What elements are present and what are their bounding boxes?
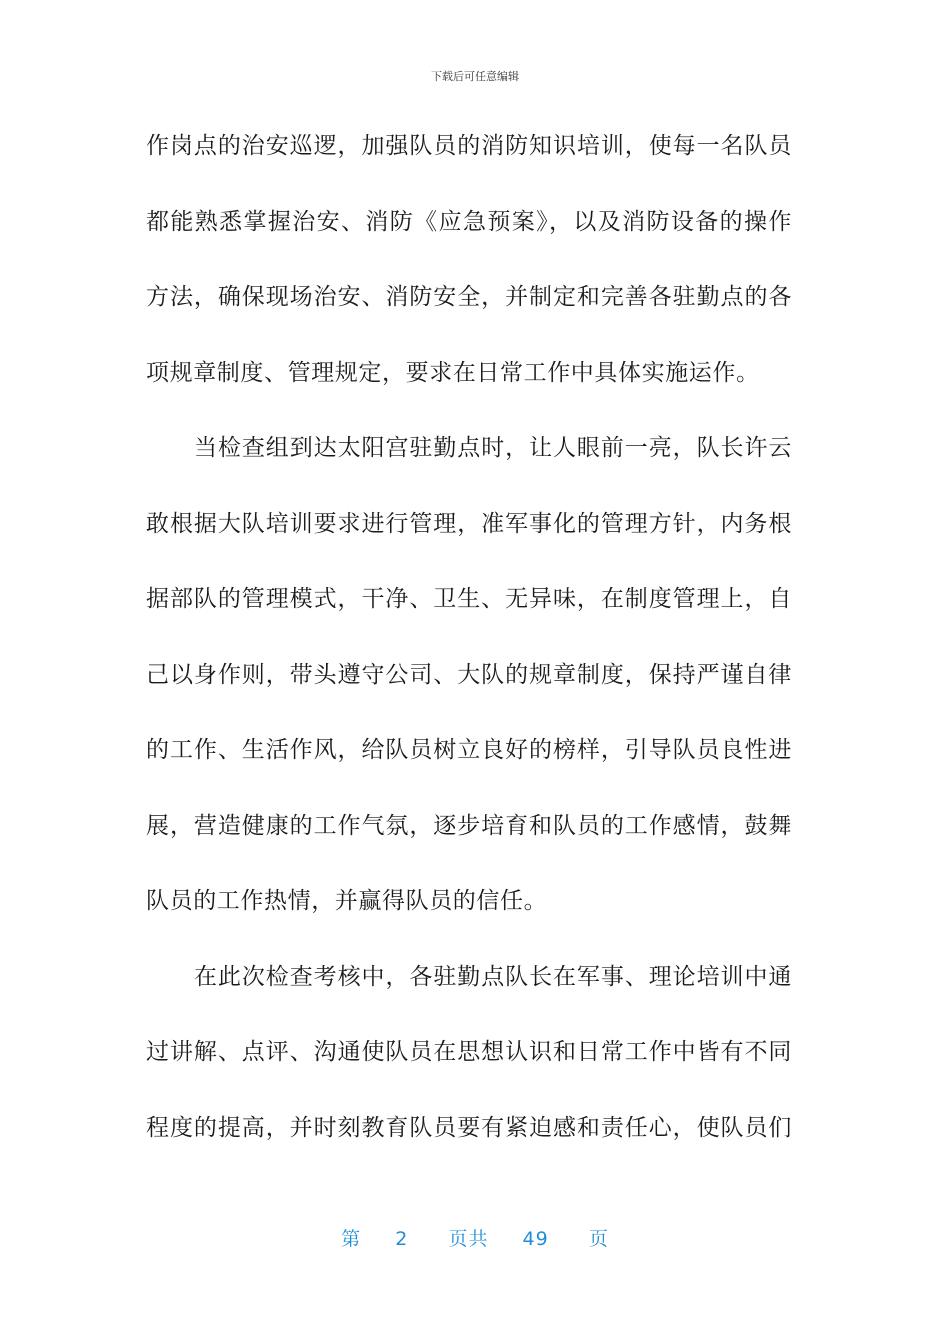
text-line: 作岗点的治安巡逻，加强队员的消防知识培训，使每一名队员 <box>146 133 792 159</box>
text-line: 方法，确保现场治安、消防安全，并制定和完善各驻勤点的各 <box>146 284 792 310</box>
text-line: 项规章制度、管理规定，要求在日常工作中具体实施运作。 <box>146 359 760 386</box>
footer-prefix: 第 <box>341 1228 362 1250</box>
footer-suffix: 页 <box>588 1228 609 1250</box>
document-body <box>146 120 792 1177</box>
footer-middle: 页共 <box>448 1228 489 1250</box>
text-line: 据部队的管理模式，干净、卫生、无异味，在制度管理上，自 <box>146 586 792 612</box>
text-line: 都能熟悉掌握治安、消防《应急预案》，以及消防设备的操作 <box>146 208 792 235</box>
text-line: 当检查组到达太阳宫驻勤点时，让人眼前一亮，队长许云 <box>194 435 792 461</box>
text-line: 的工作、生活作风，给队员树立良好的榜样，引导队员良性进 <box>146 737 792 763</box>
text-line: 己以身作则，带头遵守公司、大队的规章制度，保持严谨自律 <box>146 661 792 688</box>
total-pages-number: 49 <box>522 1228 549 1250</box>
page-number-footer <box>0 1224 950 1251</box>
paragraph-1 <box>146 120 792 422</box>
text-line: 敢根据大队培训要求进行管理，准军事化的管理方针，内务根 <box>146 510 792 537</box>
current-page-number: 2 <box>395 1228 409 1250</box>
header-note: 下载后可任意编辑 <box>431 70 519 83</box>
paragraph-3 <box>146 951 792 1178</box>
text-line: 队员的工作热情，并赢得队员的信任。 <box>146 888 548 914</box>
text-line: 过讲解、点评、沟通使队员在思想认识和日常工作中皆有不同 <box>146 1039 792 1065</box>
text-line: 在此次检查考核中，各驻勤点队长在军事、理论培训中通 <box>194 963 792 990</box>
text-line: 程度的提高，并时刻教育队员要有紧迫感和责任心，使队员们 <box>146 1114 792 1141</box>
page-header <box>0 68 950 84</box>
paragraph-2 <box>146 422 792 951</box>
text-line: 展，营造健康的工作气氛，逐步培育和队员的工作感情，鼓舞 <box>146 812 792 839</box>
